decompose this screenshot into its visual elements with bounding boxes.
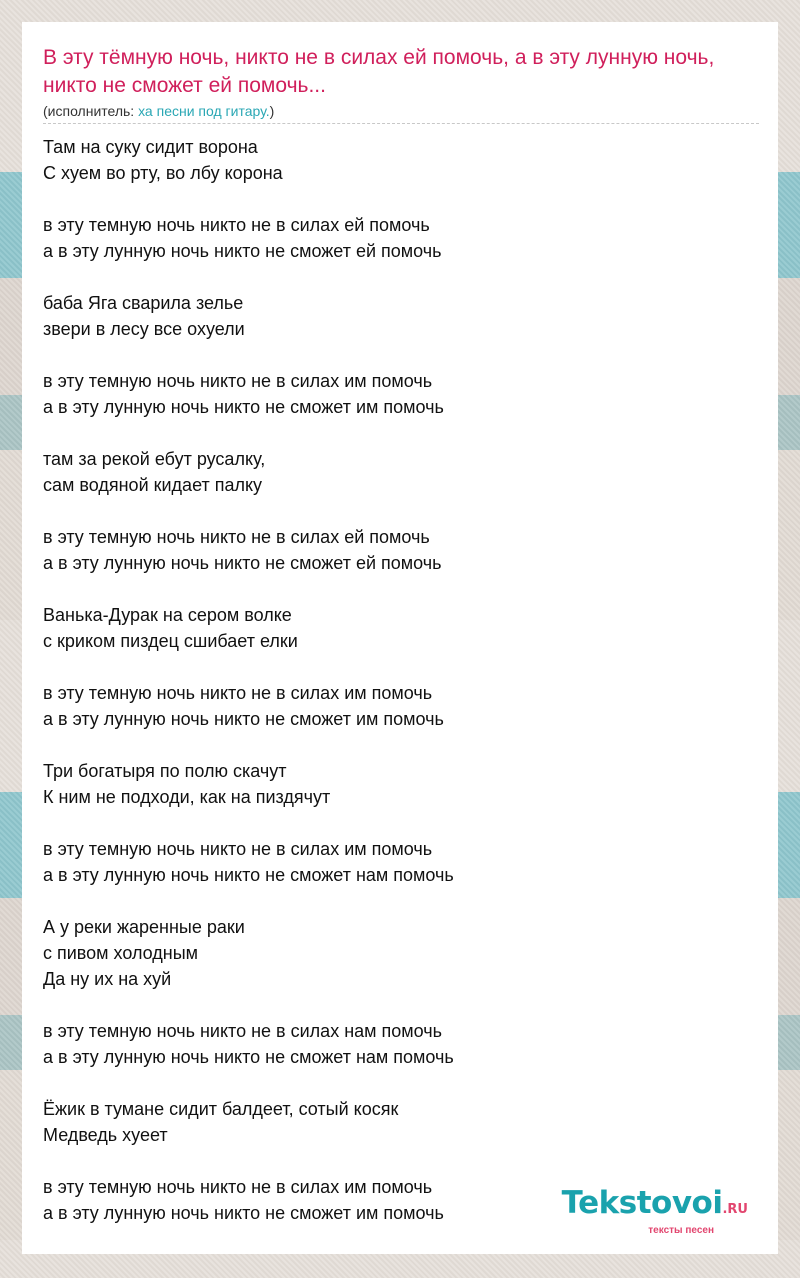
lyrics-line: в эту темную ночь никто не в силах нам помочь [43, 1021, 443, 1041]
lyrics-body [43, 134, 454, 1226]
lyrics-line: а в эту лунную ночь никто не сможет ей помочь [43, 241, 442, 261]
lyrics-line: Да ну их на хуй [43, 969, 172, 989]
lyrics-blank-line [43, 342, 454, 368]
title-divider [43, 123, 759, 124]
lyrics-line: в эту темную ночь никто не в силах им помочь [43, 371, 433, 391]
lyrics-blank-line [43, 1070, 454, 1096]
lyrics-line: А у реки жаренные раки [43, 917, 245, 937]
lyrics-line: Ванька-Дурак на сером волке [43, 605, 292, 625]
lyrics-blank-line [43, 732, 454, 758]
logo-tld: .RU [722, 1202, 748, 1217]
lyrics-line: в эту темную ночь никто не в силах им помочь [43, 683, 433, 703]
lyrics-line: с пивом холодным [43, 943, 199, 963]
lyrics-blank-line [43, 186, 454, 212]
lyrics-line: там за рекой ебут русалку, [43, 449, 266, 469]
lyrics-line: в эту темную ночь никто не в силах ей помочь [43, 527, 430, 547]
lyrics-line: Три богатыря по полю скачут [43, 761, 287, 781]
lyrics-line: звери в лесу все охуели [43, 319, 245, 339]
lyrics-line: Ёжик в тумане сидит балдеет, сотый косяк [43, 1099, 399, 1119]
lyrics-line: Там на суку сидит ворона [43, 137, 258, 157]
lyrics-blank-line [43, 498, 454, 524]
lyrics-line: в эту темную ночь никто не в силах им помочь [43, 1177, 433, 1197]
logo-tagline: тексты песен [648, 1225, 714, 1236]
performer-link[interactable]: ха песни под гитару. [138, 103, 270, 119]
performer-prefix: (исполнитель: [43, 103, 139, 119]
lyrics-blank-line [43, 654, 454, 680]
lyrics-line: а в эту лунную ночь никто не сможет им помочь [43, 1203, 444, 1223]
lyrics-blank-line [43, 992, 454, 1018]
lyrics-line: баба Яга сварила зелье [43, 293, 244, 313]
lyrics-blank-line [43, 888, 454, 914]
lyrics-line: С хуем во рту, во лбу корона [43, 163, 283, 183]
performer-line [43, 103, 274, 119]
lyrics-line: Медведь хуеет [43, 1125, 168, 1145]
logo-wordmark: Tekstovoi.RU [561, 1185, 748, 1221]
performer-suffix: ) [269, 103, 275, 119]
lyrics-line: а в эту лунную ночь никто не сможет нам помочь [43, 1047, 454, 1067]
lyrics-blank-line [43, 420, 454, 446]
lyrics-blank-line [43, 810, 454, 836]
song-title: В эту тёмную ночь, никто не в силах ей помочь, а в эту лунную ночь, никто не сможет ей помочь... [43, 46, 715, 97]
lyrics-line: в эту темную ночь никто не в силах ей помочь [43, 215, 430, 235]
lyrics-blank-line [43, 1148, 454, 1174]
lyrics-line: а в эту лунную ночь никто не сможет им помочь [43, 709, 444, 729]
lyrics-line: а в эту лунную ночь никто не сможет нам помочь [43, 865, 454, 885]
lyrics-line: с криком пиздец сшибает елки [43, 631, 298, 651]
lyrics-line: а в эту лунную ночь никто не сможет ей помочь [43, 553, 442, 573]
lyrics-line: К ним не подходи, как на пиздячут [43, 787, 331, 807]
site-logo[interactable] [562, 1187, 748, 1236]
lyrics-line: сам водяной кидает палку [43, 475, 263, 495]
lyrics-blank-line [43, 264, 454, 290]
lyrics-card [22, 22, 778, 1254]
lyrics-line: а в эту лунную ночь никто не сможет им помочь [43, 397, 444, 417]
lyrics-line: в эту темную ночь никто не в силах им помочь [43, 839, 433, 859]
lyrics-blank-line [43, 576, 454, 602]
